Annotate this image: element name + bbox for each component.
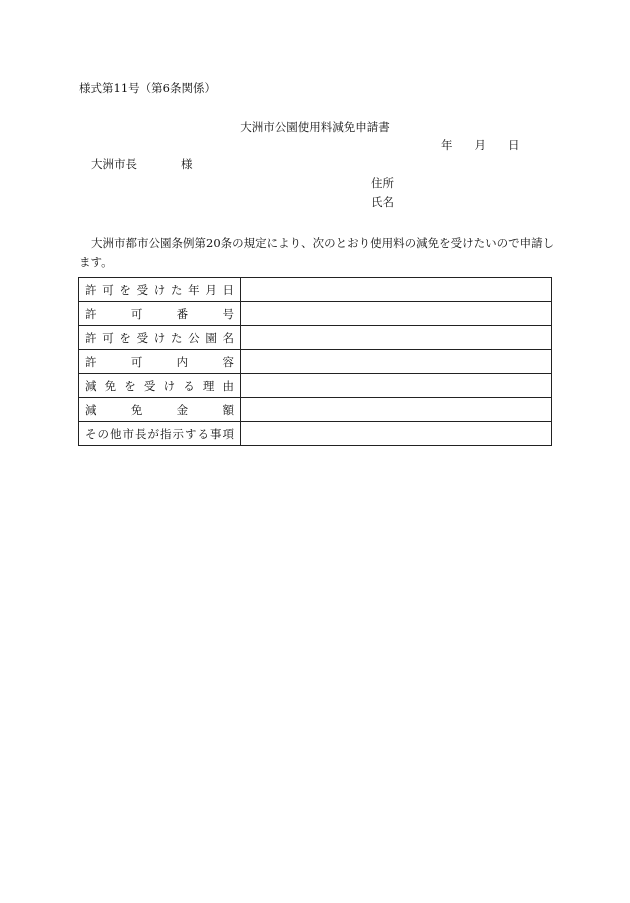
table-row xyxy=(79,350,552,374)
label-char: 可 xyxy=(130,306,143,321)
label-char: 減 xyxy=(85,402,97,417)
row-label-text xyxy=(85,330,234,346)
date-year-label: 年 xyxy=(441,138,453,152)
addressee-honorific: 様 xyxy=(181,157,193,171)
label-char: 減 xyxy=(85,378,97,393)
row-label-text xyxy=(85,426,234,442)
table-row xyxy=(79,374,552,398)
label-char: 長 xyxy=(135,426,147,441)
label-char: そ xyxy=(85,426,97,441)
label-char: 金 xyxy=(176,402,189,417)
label-char: 免 xyxy=(104,378,117,393)
label-char: る xyxy=(183,378,195,393)
row-value-field[interactable] xyxy=(241,422,552,446)
label-char: 項 xyxy=(222,426,234,441)
label-char: す xyxy=(185,426,197,441)
label-char: 事 xyxy=(210,426,222,441)
row-label xyxy=(79,398,241,422)
label-char: 許 xyxy=(85,282,97,297)
label-char: け xyxy=(153,282,166,297)
label-char: 受 xyxy=(136,330,149,345)
label-char: 可 xyxy=(102,330,114,345)
label-char: 月 xyxy=(205,282,217,297)
row-value-field[interactable] xyxy=(241,374,552,398)
label-char: 号 xyxy=(222,306,234,321)
label-char: 許 xyxy=(85,330,97,345)
row-label xyxy=(79,326,241,350)
label-char: 公 xyxy=(188,330,200,345)
table-row xyxy=(79,422,552,446)
label-char: 他 xyxy=(110,426,122,441)
form-number: 様式第11号（第6条関係） xyxy=(79,81,216,95)
row-label-text xyxy=(85,306,234,322)
label-char: 由 xyxy=(222,378,234,393)
document-title: 大洲市公園使用料減免申請書 xyxy=(240,120,390,134)
label-char: 示 xyxy=(172,426,184,441)
label-char: 内 xyxy=(176,354,189,369)
row-label xyxy=(79,350,241,374)
row-value-field[interactable] xyxy=(241,326,552,350)
table-row xyxy=(79,278,552,302)
table-row xyxy=(79,302,552,326)
row-value-field[interactable] xyxy=(241,398,552,422)
label-char: が xyxy=(147,426,159,441)
label-char: 受 xyxy=(136,282,149,297)
label-char: 指 xyxy=(160,426,172,441)
label-char: を xyxy=(119,282,131,297)
label-char: 受 xyxy=(143,378,156,393)
application-details-table xyxy=(78,277,552,446)
label-char: 容 xyxy=(222,354,234,369)
label-char: 可 xyxy=(102,282,114,297)
label-char: 番 xyxy=(176,306,189,321)
label-char: 許 xyxy=(85,354,97,369)
label-char: 額 xyxy=(222,402,234,417)
label-char: け xyxy=(163,378,176,393)
row-value-field[interactable] xyxy=(241,278,552,302)
label-char: を xyxy=(124,378,136,393)
row-label-text xyxy=(85,354,234,370)
label-char: 日 xyxy=(222,282,234,297)
date-line xyxy=(441,137,520,153)
date-month-label: 月 xyxy=(474,138,486,152)
row-label-text xyxy=(85,378,234,394)
applicant-address-label: 住所 xyxy=(371,176,394,190)
label-char: 可 xyxy=(130,354,143,369)
addressee xyxy=(91,156,193,172)
addressee-name: 大洲市長 xyxy=(91,157,137,171)
application-statement: 大洲市都市公園条例第20条の規定により、次のとおり使用料の減免を受けたいので申請します。 xyxy=(79,236,555,269)
label-char: た xyxy=(170,330,183,345)
table-row xyxy=(79,398,552,422)
label-char: を xyxy=(119,330,131,345)
row-value-field[interactable] xyxy=(241,350,552,374)
label-char: 許 xyxy=(85,306,97,321)
label-char: 名 xyxy=(222,330,234,345)
row-label xyxy=(79,302,241,326)
label-char: け xyxy=(153,330,166,345)
label-char: 園 xyxy=(205,330,217,345)
label-char: る xyxy=(197,426,209,441)
applicant-name-label: 氏名 xyxy=(371,195,394,209)
table-row xyxy=(79,326,552,350)
row-label xyxy=(79,278,241,302)
label-char: 市 xyxy=(122,426,134,441)
label-char: の xyxy=(97,426,109,441)
label-char: 年 xyxy=(188,282,200,297)
row-label xyxy=(79,422,241,446)
label-char: た xyxy=(170,282,183,297)
row-label-text xyxy=(85,282,234,298)
row-label-text xyxy=(85,402,234,418)
label-char: 免 xyxy=(130,402,143,417)
label-char: 理 xyxy=(202,378,215,393)
date-day-label: 日 xyxy=(508,138,520,152)
row-label xyxy=(79,374,241,398)
row-value-field[interactable] xyxy=(241,302,552,326)
